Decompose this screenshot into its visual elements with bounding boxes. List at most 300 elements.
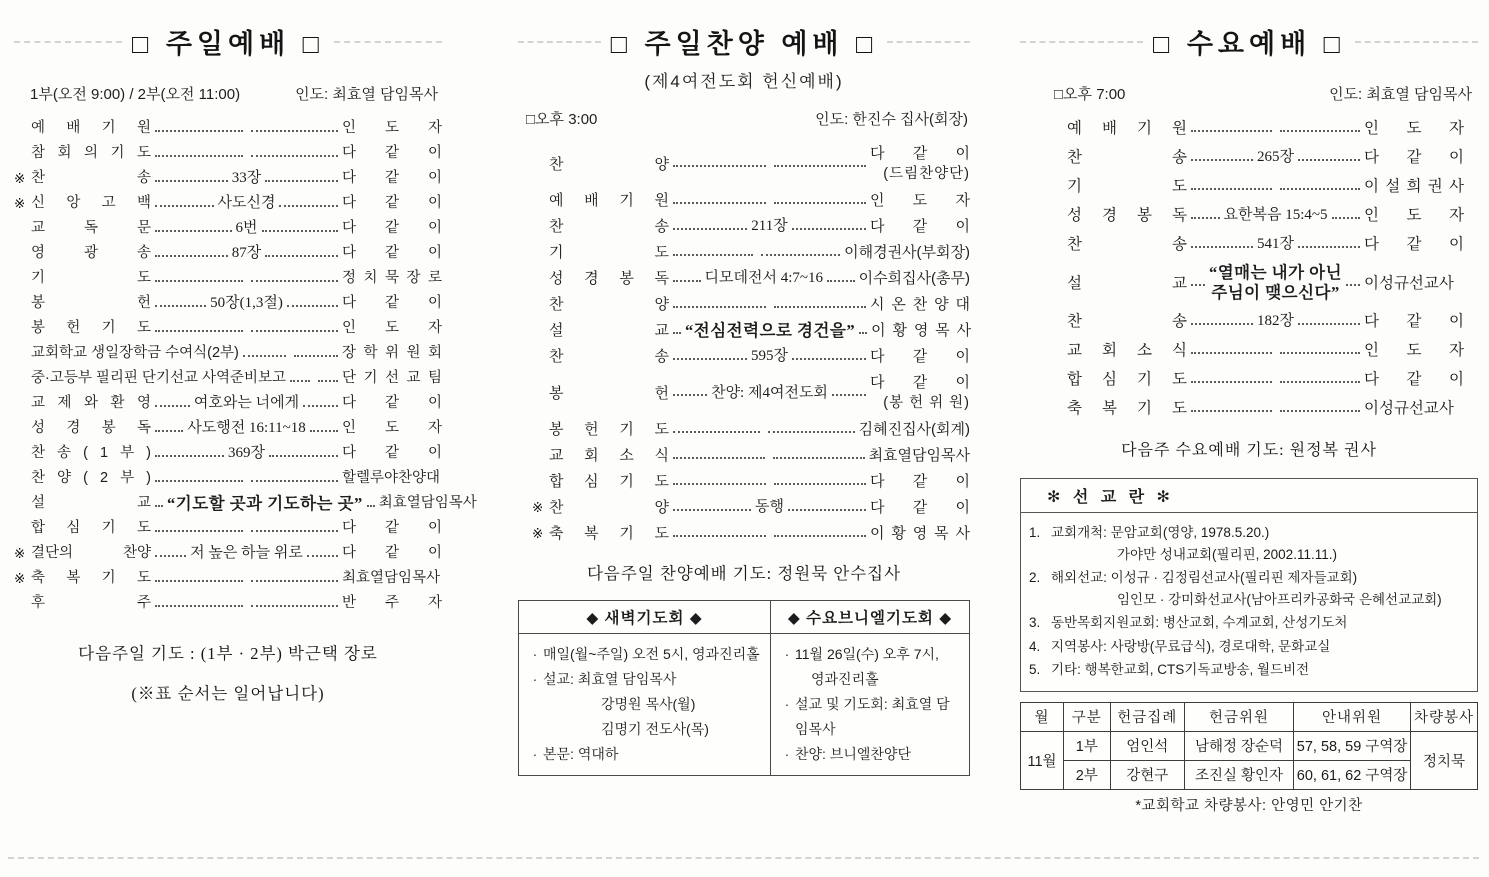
dotted-leader xyxy=(1191,321,1253,325)
order-item-person xyxy=(342,343,442,364)
order-item-detail-line1: 동행 xyxy=(755,499,784,515)
order-item-detail-line1: 595장 xyxy=(751,348,788,364)
next-week-prayer-note: 다음주일 찬양예배 기도: 정원묵 안수집사 xyxy=(586,564,902,583)
dotted-leader xyxy=(1298,321,1360,325)
order-item-person xyxy=(1364,147,1464,168)
stand-marker: ※ xyxy=(14,196,26,211)
order-item-person-line1: 할렐루야찬양대 xyxy=(342,470,441,486)
worship-order-row xyxy=(1050,311,1464,332)
worship-order-row xyxy=(14,143,442,164)
order-item-detail xyxy=(711,383,828,404)
order-item-person xyxy=(1364,398,1464,419)
order-item-label: 후 주 xyxy=(31,595,151,611)
order-item-detail-line1: 디모데전서 4:7~16 xyxy=(704,270,824,286)
bullet-icon: · xyxy=(532,671,538,687)
prayer-meeting-item-text: 설교 및 기도회: 최효열 담임목사 xyxy=(795,696,950,737)
order-item-person-line1: 정 치 묵 장 로 xyxy=(342,270,442,286)
dotted-leader xyxy=(279,203,338,207)
order-item-person-line1: 다 같 이 xyxy=(342,295,443,311)
order-item-detail-line1: 사도행전 16:11~18 xyxy=(187,420,306,436)
order-item-label: 찬 송 xyxy=(549,218,669,235)
order-item-person-line1: 다 같 이 xyxy=(1364,236,1464,253)
duty-table-header-row xyxy=(1021,702,1478,731)
dotted-leader xyxy=(1298,244,1360,248)
dotted-leader xyxy=(1191,244,1253,248)
stand-marker: ※ xyxy=(14,546,26,561)
dotted-leader xyxy=(673,507,751,511)
order-item-person xyxy=(342,543,442,564)
order-item-detail xyxy=(228,443,265,464)
order-item-detail xyxy=(1209,263,1342,303)
order-item-person-line1: 김혜진집사(회계) xyxy=(858,421,971,438)
order-item-person xyxy=(342,193,442,214)
order-item-label: 예 배 기 원 xyxy=(549,192,669,209)
mission-item-number: 1. xyxy=(1029,525,1041,540)
order-item-detail-line1: 여호와는 너에게 xyxy=(193,395,300,411)
dotted-leader xyxy=(251,603,339,607)
order-item-person xyxy=(1364,369,1464,390)
worship-order-row xyxy=(532,268,970,289)
order-item-person-line1: 다 같 이 xyxy=(342,545,442,561)
col-offering-officiant: 헌금집례 xyxy=(1110,702,1184,731)
dotted-leader xyxy=(673,304,766,308)
service-subtitle: (제4여전도회 헌신예배) xyxy=(644,72,844,91)
order-item-label: 봉 헌 기 도 xyxy=(549,421,669,438)
col-ushers: 안내위원 xyxy=(1294,702,1411,731)
service-time: 1부(오전 9:00) / 2부(오전 11:00) xyxy=(30,86,241,103)
dotted-leader xyxy=(1191,408,1272,412)
worship-order-row xyxy=(14,343,442,364)
order-item-label: 봉 헌 기 도 xyxy=(31,320,151,336)
dotted-leader xyxy=(1346,282,1360,286)
worship-order-row xyxy=(1050,147,1464,168)
order-item-person-line1: 다 같 이 xyxy=(342,520,442,536)
worship-order-row xyxy=(1050,398,1464,419)
service-note-line xyxy=(1020,83,1478,104)
dotted-leader xyxy=(761,252,841,256)
dawn-prayer-title: ◆ 새벽기도회 ◆ xyxy=(519,601,770,634)
stand-marker: ※ xyxy=(532,500,544,515)
order-item-detail-line1: 찬양: 제4여전도회 xyxy=(711,384,828,401)
order-item-label: 찬 송 ( 1 부 ) xyxy=(31,445,151,461)
worship-order-row xyxy=(532,445,970,466)
order-item-person-line1: 다 같 이 xyxy=(870,473,970,490)
stand-marker: ※ xyxy=(14,571,26,586)
order-item-label: 합 심 기 도 xyxy=(31,520,151,536)
mission-item-line2: 임인모 · 강미화선교사(남아프리카공화국 은혜선교교회) xyxy=(1117,591,1442,607)
order-item-label: 영 광 송 xyxy=(31,245,151,261)
order-item-person-line1: 최효열담임목사 xyxy=(342,570,441,586)
dotted-leader xyxy=(155,478,243,482)
order-item-label: 교회학교 생일장학금 수여식(2부) xyxy=(31,345,239,361)
order-item-person xyxy=(1364,340,1464,361)
mission-item-line1: 동반목회지원교회: 병산교회, 수계교회, 산성기도처 xyxy=(1051,615,1348,630)
worship-order-row xyxy=(14,318,442,339)
worship-order-row xyxy=(1050,234,1464,255)
order-item-person xyxy=(1364,234,1464,255)
order-item-person-line1: 이 황 영 목 사 xyxy=(871,322,972,339)
order-item-person xyxy=(342,468,442,489)
worship-order-row xyxy=(14,443,442,464)
prayer-meeting-item-text: 강명원 목사(월) xyxy=(601,696,696,712)
order-item-detail-line1: 사도신경 xyxy=(217,195,276,211)
order-item-detail xyxy=(236,218,258,239)
dotted-leader xyxy=(262,228,339,232)
order-item-label: 예 배 기 원 xyxy=(31,120,151,136)
prayer-meeting-item xyxy=(779,742,963,767)
prayer-meeting-item xyxy=(779,692,963,742)
dotted-leader xyxy=(290,378,310,382)
dotted-leader xyxy=(673,392,707,396)
dotted-leader xyxy=(673,429,760,433)
prayer-meeting-item-text: 설교: 최효열 담임목사 xyxy=(543,671,677,687)
service-leader: 인도: 한진수 집사(회장) xyxy=(815,111,968,128)
mission-item-text xyxy=(1051,659,1309,681)
order-item-label: 성 경 봉 독 xyxy=(549,270,669,287)
order-item-person xyxy=(342,418,442,439)
dotted-leader xyxy=(774,163,867,167)
order-item-label: 기 도 xyxy=(1067,178,1187,195)
order-item-label: 예 배 기 원 xyxy=(1067,120,1187,137)
order-item-person-line1: 장 학 위 원 회 xyxy=(342,345,442,361)
worship-order-row xyxy=(532,346,970,367)
order-item-person xyxy=(859,419,970,440)
prayer-meeting-item-text: 찬양: 브니엘찬양단 xyxy=(795,746,911,762)
dotted-leader xyxy=(774,304,867,308)
col-vehicle-service: 차량봉사 xyxy=(1411,702,1478,731)
order-item-detail xyxy=(751,346,788,367)
service-note-line xyxy=(14,83,442,104)
order-item-person xyxy=(342,118,442,139)
bottom-fold-line xyxy=(8,857,1479,859)
order-item-label: 찬 양 xyxy=(549,155,669,173)
order-item-person xyxy=(342,318,442,339)
order-item-person-line1: 이수희집사(총무) xyxy=(858,270,970,287)
dotted-leader xyxy=(673,200,766,204)
mission-item-number: 5. xyxy=(1029,662,1041,677)
prayer-meeting-item xyxy=(779,667,963,692)
order-item-person-line1: 이 설 희 권 사 xyxy=(1364,178,1464,195)
order-item-person-line1: 이해경권사(부회장) xyxy=(844,244,971,261)
order-item-detail-line1: “열매는 내가 아닌 xyxy=(1208,263,1343,282)
order-item-person-line1: 반 주 자 xyxy=(342,595,442,611)
order-item-person-line1: 다 같 이 xyxy=(342,145,442,161)
order-item-label: 찬 송 xyxy=(1067,236,1187,253)
bullet-icon: · xyxy=(784,746,790,762)
duty-ushers: 60, 61, 62 구역장 xyxy=(1294,760,1411,789)
bullet-icon xyxy=(585,692,601,717)
order-item-detail xyxy=(187,418,305,439)
order-item-person xyxy=(342,393,442,414)
order-item-detail-line1: “기도할 곳과 기도하는 곳” xyxy=(167,493,363,513)
mission-item-text xyxy=(1051,567,1442,610)
mission-box-title: ✻ 선 교 란 ✻ xyxy=(1021,479,1477,513)
dotted-leader xyxy=(155,128,243,132)
order-item-detail-line1: 87장 xyxy=(231,245,262,261)
order-item-detail-line1: 541장 xyxy=(1257,236,1294,252)
duty-ushers: 57, 58, 59 구역장 xyxy=(1294,731,1411,760)
title-row xyxy=(14,22,442,61)
dotted-leader xyxy=(1280,350,1361,354)
worship-order-row xyxy=(14,543,442,564)
order-item-label: 교 회 소 식 xyxy=(549,447,669,464)
order-item-person xyxy=(342,218,442,239)
dotted-leader xyxy=(1280,408,1361,412)
worship-order-list xyxy=(14,118,477,614)
dotted-leader xyxy=(827,278,855,282)
order-item-label: 기 도 xyxy=(31,270,151,286)
order-item-person-line1: 다 같 이 xyxy=(1364,313,1464,330)
worship-order-row xyxy=(14,593,442,614)
order-item-person-line1: 인 도 자 xyxy=(342,420,442,436)
duty-month: 11월 xyxy=(1021,731,1064,789)
order-item-detail xyxy=(1224,205,1328,226)
dotted-leader xyxy=(155,503,163,507)
service-title: □ 수요예배 □ xyxy=(1153,29,1345,59)
dotted-leader xyxy=(155,528,243,532)
order-item-label: 성 경 봉 독 xyxy=(31,420,151,436)
title-row xyxy=(518,22,970,61)
duty-row-part2 xyxy=(1021,760,1478,789)
order-item-person xyxy=(870,471,970,492)
order-item-detail xyxy=(167,494,363,514)
mission-item-line1: 교회개척: 문암교회(영양, 1978.5.20.) xyxy=(1051,525,1270,540)
dotted-leader xyxy=(155,403,190,407)
dotted-leader xyxy=(673,356,747,360)
order-item-person xyxy=(342,518,442,539)
next-week-prayer-note: 다음주 수요예배 기도: 원정복 권사 xyxy=(1121,442,1377,459)
order-item-label: 찬 송 xyxy=(1067,149,1187,166)
order-item-detail xyxy=(705,268,823,289)
prayer-meeting-item-text: 본문: 역대하 xyxy=(543,746,619,762)
dotted-leader xyxy=(673,481,766,485)
service-leader: 인도: 최효열 담임목사 xyxy=(1329,86,1472,103)
order-item-label: 축 복 기 도 xyxy=(1067,400,1187,417)
worship-order-row xyxy=(532,320,970,341)
dotted-leader xyxy=(832,392,866,396)
worship-order-row xyxy=(532,497,970,518)
worship-order-row xyxy=(14,218,442,239)
dotted-leader xyxy=(1191,215,1220,219)
worship-order-row xyxy=(14,493,477,514)
mission-item-line1: 지역봉사: 사랑방(무료급식), 경로대학, 문화교실 xyxy=(1051,638,1331,654)
duty-committee: 남해정 장순덕 xyxy=(1184,731,1293,760)
worship-order-row xyxy=(532,523,970,544)
order-item-person xyxy=(859,268,970,289)
mission-items xyxy=(1021,513,1477,691)
worship-order-row xyxy=(532,471,970,492)
dotted-leader xyxy=(673,330,681,334)
order-item-person xyxy=(870,216,970,237)
duty-row-part1 xyxy=(1021,731,1478,760)
order-item-person-line1: 다 같 이 xyxy=(342,395,442,411)
worship-order-row xyxy=(14,393,442,414)
bullet-icon: · xyxy=(532,746,538,762)
order-item-person xyxy=(870,346,970,367)
order-item-person xyxy=(871,320,971,341)
duty-committee: 조진실 황인자 xyxy=(1184,760,1293,789)
order-item-label: 찬 송 xyxy=(549,348,669,365)
order-item-label: 성 경 봉 독 xyxy=(1067,207,1187,224)
dotted-leader xyxy=(673,163,766,167)
order-item-detail xyxy=(190,543,303,564)
bullet-icon xyxy=(585,717,601,742)
dotted-leader xyxy=(269,453,338,457)
order-item-person-line2: (드림찬양단) xyxy=(883,166,970,182)
prayer-meeting-item xyxy=(527,692,764,717)
service-title: □ 주일찬양 예배 □ xyxy=(610,29,878,59)
order-item-person-line1: 다 같 이 xyxy=(342,445,442,461)
worship-order-row xyxy=(532,419,970,440)
order-item-person xyxy=(1364,118,1464,139)
dotted-leader xyxy=(859,330,867,334)
order-item-label: 찬 송 xyxy=(31,170,151,186)
bullet-icon xyxy=(795,667,811,692)
title-row xyxy=(1020,22,1478,61)
dotted-leader xyxy=(673,278,701,282)
mission-box xyxy=(1020,478,1478,692)
dotted-leader xyxy=(243,353,287,357)
wednesday-worship-column xyxy=(1020,16,1478,815)
order-item-detail xyxy=(755,497,784,518)
order-item-person-line1: 다 같 이 xyxy=(342,170,442,186)
order-item-person-line1: 시 온 찬 양 대 xyxy=(870,296,970,313)
service-note-line xyxy=(518,108,970,129)
dotted-leader xyxy=(155,578,243,582)
order-item-person-line1: 다 같 이 xyxy=(870,499,971,516)
dotted-leader xyxy=(155,253,228,257)
mission-item-number: 2. xyxy=(1029,570,1041,585)
worship-order-row xyxy=(1050,118,1464,139)
order-item-person-line1: 최효열담임목사 xyxy=(378,495,477,511)
dotted-leader xyxy=(251,153,339,157)
order-item-label: 봉 헌 xyxy=(549,384,669,402)
dotted-leader xyxy=(1191,350,1272,354)
worship-order-row xyxy=(14,568,442,589)
order-item-label: 찬 양 ( 2 부 ) xyxy=(31,470,151,486)
dotted-leader xyxy=(155,278,243,282)
dotted-leader xyxy=(265,253,338,257)
dawn-prayer-section xyxy=(519,601,770,775)
worship-order-row xyxy=(532,294,970,315)
order-item-detail-line1: 요한복음 15:4~5 xyxy=(1223,207,1328,223)
order-item-person xyxy=(870,294,970,315)
mission-item-number: 3. xyxy=(1029,615,1041,630)
order-item-detail xyxy=(1257,147,1294,168)
prayer-meeting-item xyxy=(527,667,764,692)
order-item-person-line1: 인 도 자 xyxy=(1364,120,1464,137)
order-item-person xyxy=(844,242,970,263)
dotted-leader xyxy=(251,528,339,532)
worship-order-row xyxy=(1050,263,1464,303)
order-item-label: 설 교 xyxy=(31,495,151,511)
col-month: 월 xyxy=(1021,702,1064,731)
order-item-label: 설 교 xyxy=(1067,274,1187,292)
dotted-leader xyxy=(792,226,866,230)
order-item-detail-line1: 50장(1,3절) xyxy=(210,295,283,311)
order-item-person-line1: 다 같 이 xyxy=(870,348,970,365)
dotted-leader xyxy=(155,228,232,232)
order-item-person-line1: 인 도 자 xyxy=(1364,207,1464,224)
mission-item-line1: 해외선교: 이성규 · 김정림선교사(필리핀 제자들교회) xyxy=(1051,570,1358,585)
worship-order-list xyxy=(518,143,970,544)
mission-item-number: 4. xyxy=(1029,638,1041,654)
dotted-leader xyxy=(1191,379,1272,383)
order-item-label: 축 복 기 도 xyxy=(549,525,669,542)
mission-item xyxy=(1029,636,1469,658)
order-item-detail xyxy=(1257,234,1294,255)
order-item-label: 결단의 찬양 xyxy=(31,545,151,561)
mission-item xyxy=(1029,567,1469,610)
mission-item-line2: 가야만 성내교회(필리핀, 2002.11.11.) xyxy=(1117,546,1337,562)
order-item-person xyxy=(342,593,442,614)
worship-order-row xyxy=(14,118,442,139)
prayer-meeting-item xyxy=(527,742,764,767)
dotted-leader xyxy=(251,478,339,482)
order-item-person xyxy=(870,143,970,185)
order-item-person xyxy=(869,445,970,466)
order-item-label: 찬 송 xyxy=(1067,313,1187,330)
service-time: □오후 7:00 xyxy=(1054,86,1126,103)
dotted-leader xyxy=(788,507,866,511)
dotted-leader xyxy=(265,178,338,182)
wednesday-peniel-prayer-title: ◆ 수요브니엘기도회 ◆ xyxy=(771,601,969,634)
prayer-meeting-item-text: 11월 26일(수) 오후 7시, xyxy=(795,646,939,662)
order-item-label: 교 회 소 식 xyxy=(1067,342,1187,359)
order-item-detail-line2: 주님이 맺으신다” xyxy=(1211,283,1340,302)
worship-order-row xyxy=(532,216,970,237)
order-item-person-line1: 단 기 선 교 팀 xyxy=(342,370,443,386)
order-item-person-line1: 다 같 이 xyxy=(870,374,971,391)
order-item-label: 합 심 기 도 xyxy=(1067,371,1187,388)
duty-collector: 강현구 xyxy=(1110,760,1184,789)
order-item-person xyxy=(1364,205,1464,226)
order-item-detail-line1: 저 높은 하늘 위로 xyxy=(190,545,303,561)
order-item-detail xyxy=(1257,311,1294,332)
dotted-leader xyxy=(310,428,338,432)
dotted-leader xyxy=(155,553,186,557)
prayer-meeting-item xyxy=(527,717,764,742)
worship-order-row xyxy=(14,243,442,264)
order-item-person-line1: 최효열담임목사 xyxy=(868,447,970,464)
dotted-leader xyxy=(792,356,866,360)
order-item-detail-line1: 211장 xyxy=(751,218,788,234)
col-part: 구분 xyxy=(1063,702,1110,731)
dotted-leader xyxy=(251,278,339,282)
dotted-leader xyxy=(367,503,375,507)
order-item-person-line2: (봉 헌 위 원) xyxy=(883,395,971,411)
order-item-detail xyxy=(685,321,855,341)
worship-order-row xyxy=(14,268,442,289)
dotted-leader xyxy=(1191,186,1272,190)
order-item-person-line1: 인 도 자 xyxy=(342,120,442,136)
dotted-leader xyxy=(1298,157,1360,161)
dotted-leader xyxy=(303,403,338,407)
mission-item-text xyxy=(1051,522,1337,565)
order-item-person-line1: 다 같 이 xyxy=(1364,371,1464,388)
order-item-label: 교 독 문 xyxy=(31,220,151,236)
order-item-person-line1: 이성규선교사 xyxy=(1364,274,1454,292)
order-item-label: 축 복 기 도 xyxy=(31,570,151,586)
church-school-vehicle-note: *교회학교 차량봉사: 안영민 안기찬 xyxy=(1135,797,1363,814)
service-time: □오후 3:00 xyxy=(526,111,598,128)
order-item-label: 합 심 기 도 xyxy=(549,473,669,490)
dotted-leader xyxy=(318,378,338,382)
worship-order-row xyxy=(1050,176,1464,197)
col-offering-committee: 헌금위원 xyxy=(1184,702,1293,731)
worship-order-row xyxy=(14,468,442,489)
stand-marker: ※ xyxy=(14,171,26,186)
